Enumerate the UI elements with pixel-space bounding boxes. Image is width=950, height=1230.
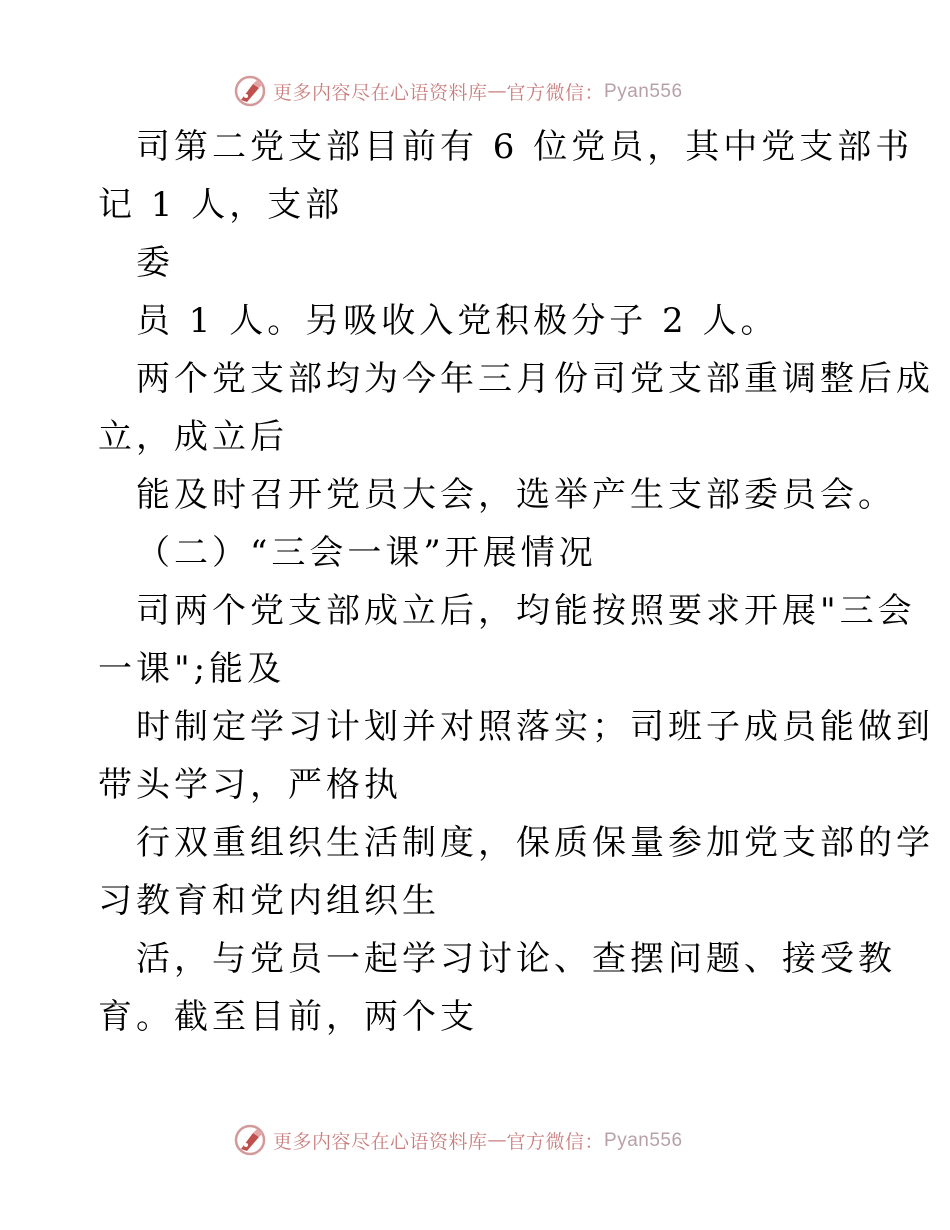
watermark-suffix: 官方微信：	[506, 1130, 605, 1153]
text-line: 两个党支部均为今年三月份司党支部重调整后成	[136, 359, 934, 399]
body-text	[98, 118, 934, 1046]
text-line: 习教育和党内组织生	[98, 881, 440, 921]
section-heading: （二）“三会一课”开展情况	[136, 533, 597, 573]
text-line: 记 1 人，支部	[98, 185, 344, 225]
watermark-dash: —	[487, 1129, 507, 1151]
watermark-suffix: 官方微信：	[506, 81, 605, 104]
watermark-id: Pyan556	[604, 1129, 683, 1151]
text-line: 一课";能及	[98, 649, 286, 689]
pen-nib-circle-icon	[233, 74, 267, 108]
text-line: 行双重组织生活制度，保质保量参加党支部的学	[136, 823, 934, 863]
text-line: 委	[136, 243, 174, 283]
watermark-id: Pyan556	[604, 80, 683, 102]
text-line: 带头学习，严格执	[98, 765, 402, 805]
text-line: 能及时召开党员大会，选举产生支部委员会。	[136, 475, 896, 515]
watermark-text: 更多内容尽在心语资料库	[273, 81, 488, 104]
watermark-dash: —	[487, 80, 507, 102]
header-watermark	[233, 71, 733, 111]
text-line: 司两个党支部成立后，均能按照要求开展"三会	[136, 591, 916, 631]
text-line: 活，与党员一起学习讨论、查摆问题、接受教	[136, 939, 896, 979]
text-line: 立，成立后	[98, 417, 288, 457]
watermark-text: 更多内容尽在心语资料库	[273, 1130, 488, 1153]
footer-watermark	[233, 1120, 733, 1160]
text-line: 员 1 人。另吸收入党积极分子 2 人。	[136, 301, 779, 341]
text-line: 育。截至目前，两个支	[98, 997, 478, 1037]
pen-nib-circle-icon	[233, 1123, 267, 1157]
text-line: 司第二党支部目前有 6 位党员，其中党支部书	[136, 127, 914, 167]
text-line: 时制定学习计划并对照落实；司班子成员能做到	[136, 707, 934, 747]
